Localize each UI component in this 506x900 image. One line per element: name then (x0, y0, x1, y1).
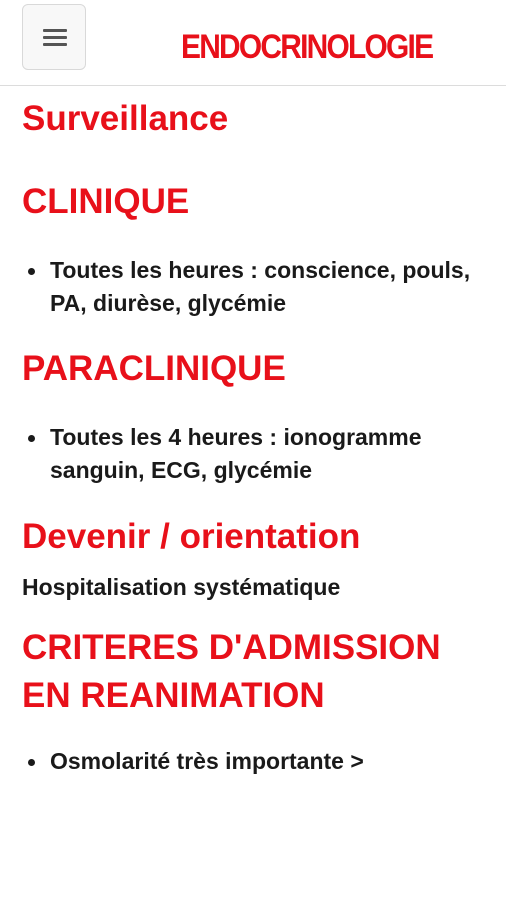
list-clinique (22, 254, 492, 320)
list-criteres (22, 745, 492, 778)
app-title: ENDOCRINOLOGIE (181, 28, 433, 66)
list-item-text: Osmolarité très importante > (50, 748, 364, 774)
devenir-text: Hospitalisation systématique (22, 574, 341, 600)
list-item (22, 745, 492, 778)
list-item (22, 421, 492, 487)
heading-paraclinique: PARACLINIQUE (22, 349, 286, 388)
list-item-text: Toutes les heures : conscience, pouls, PA, diurèse, glycémie (50, 257, 471, 316)
app-bar (0, 0, 506, 86)
list-item (22, 254, 492, 320)
list-paraclinique (22, 421, 492, 487)
section-title-surveillance: Surveillance (22, 99, 229, 138)
article-content (22, 86, 492, 778)
menu-button[interactable] (22, 4, 86, 70)
bullet-icon (28, 759, 35, 766)
heading-devenir-orientation: Devenir / orientation (22, 517, 361, 556)
list-item-text: Toutes les 4 heures : ionogramme sanguin, ECG, glycémie (50, 424, 422, 483)
bullet-icon (28, 435, 35, 442)
heading-criteres-admission: CRITERES D'ADMISSION EN REANIMATION (22, 628, 441, 715)
heading-clinique: CLINIQUE (22, 182, 190, 221)
bullet-icon (28, 268, 35, 275)
